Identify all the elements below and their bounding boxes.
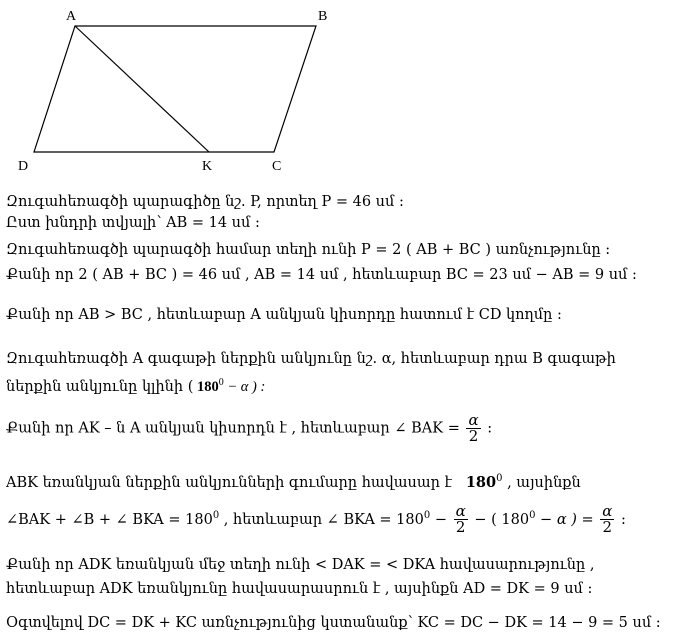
text-line-5: Քանի որ AB > BC , հետևաբար A անկյան կիսորդը հատում է CD կողմը : <box>6 307 562 323</box>
text-line-6: Զուգահեռագծի A գագաթի ներքին անկյունը նշ. α, հետևաբար դրա B գագաթի <box>6 351 616 367</box>
minus-sign: − <box>430 511 452 528</box>
angle-tail: − α ) : <box>223 378 266 395</box>
degree-sup-5: 0 <box>529 510 536 521</box>
text-line-9-start: ABK եռանկյան ներքին անկյունների գումարը հավասար է <box>6 474 452 491</box>
text-line-10 <box>6 500 674 532</box>
angle-180-value: 180 <box>196 378 219 395</box>
text-line-1: Զուգահեռագծի պարագիծը նշ. P, որտեղ P = 46 սմ : <box>6 194 404 210</box>
fraction-alpha-over-2: $\frac{\alpha}{2}$ <box>468 413 479 443</box>
text-line-7 <box>6 374 674 396</box>
paren-180: − ( 180 <box>469 511 530 528</box>
text-line-9 <box>6 470 674 492</box>
vertex-label-A: A <box>66 9 77 24</box>
minus-alpha: − α ) = <box>535 511 599 528</box>
vertex-label-B: B <box>318 9 328 24</box>
line-10-mid: , հետևաբար ∠ BKA = 180 <box>219 511 424 528</box>
text-line-8 <box>6 413 674 443</box>
bisector-AK <box>75 26 209 152</box>
line-8-tail: : <box>482 420 493 437</box>
text-line-13: Օգտվելով DC = DK + KC առնչությունից կստանանք՝ KC = DC − DK = 14 − 9 = 5 սմ : <box>6 615 661 631</box>
vertex-label-C: C <box>272 159 282 174</box>
text-line-7-start: ներքին անկյունը կլինի ( <box>6 378 194 395</box>
point-label-K: K <box>202 159 213 174</box>
text-line-2: Ըստ խնդրի տվյալի՝ AB = 14 սմ : <box>6 215 260 231</box>
line-9-tail: , այսինքն <box>502 474 581 491</box>
text-line-10-start: ∠BAK + ∠B + ∠ BKA = 180 <box>6 511 213 528</box>
parallelogram-outline <box>34 26 316 152</box>
fraction-alpha-over-2-c: $\frac{\alpha}{2}$ <box>602 502 613 532</box>
degree-sup-4: 0 <box>423 510 431 521</box>
text-line-12: հետևաբար ADK եռանկյունը հավասարասրուն է , այսինքն AD = DK = 9 սմ : <box>6 581 593 597</box>
sum-180-value: 180 <box>465 473 497 491</box>
degree-sup-2: 0 <box>496 473 503 484</box>
fraction-alpha-over-2-b: $\frac{\alpha}{2}$ <box>455 502 466 532</box>
text-line-4: Քանի որ 2 ( AB + BC ) = 46 սմ , AB = 14 սմ , հետևաբար BC = 23 սմ − AB = 9 սմ : <box>6 267 637 283</box>
text-line-3: Զուգահեռագծի պարագծի համար տեղի ունի P = 2 ( AB + BC ) առնչությունը : <box>6 242 611 258</box>
parallelogram-figure <box>0 0 677 180</box>
degree-sup: 0 <box>218 377 224 388</box>
text-line-8-start: Քանի որ AK – ն A անկյան կիսորդն է , հետևաբար ∠ BAK = <box>6 420 460 437</box>
degree-sup-3: 0 <box>212 510 220 521</box>
vertex-label-D: D <box>18 159 29 174</box>
text-line-11: Քանի որ ADK եռանկյան մեջ տեղի ունի < DAK = < DKA հավասարությունը , <box>6 557 595 573</box>
line-10-end: : <box>616 511 626 528</box>
